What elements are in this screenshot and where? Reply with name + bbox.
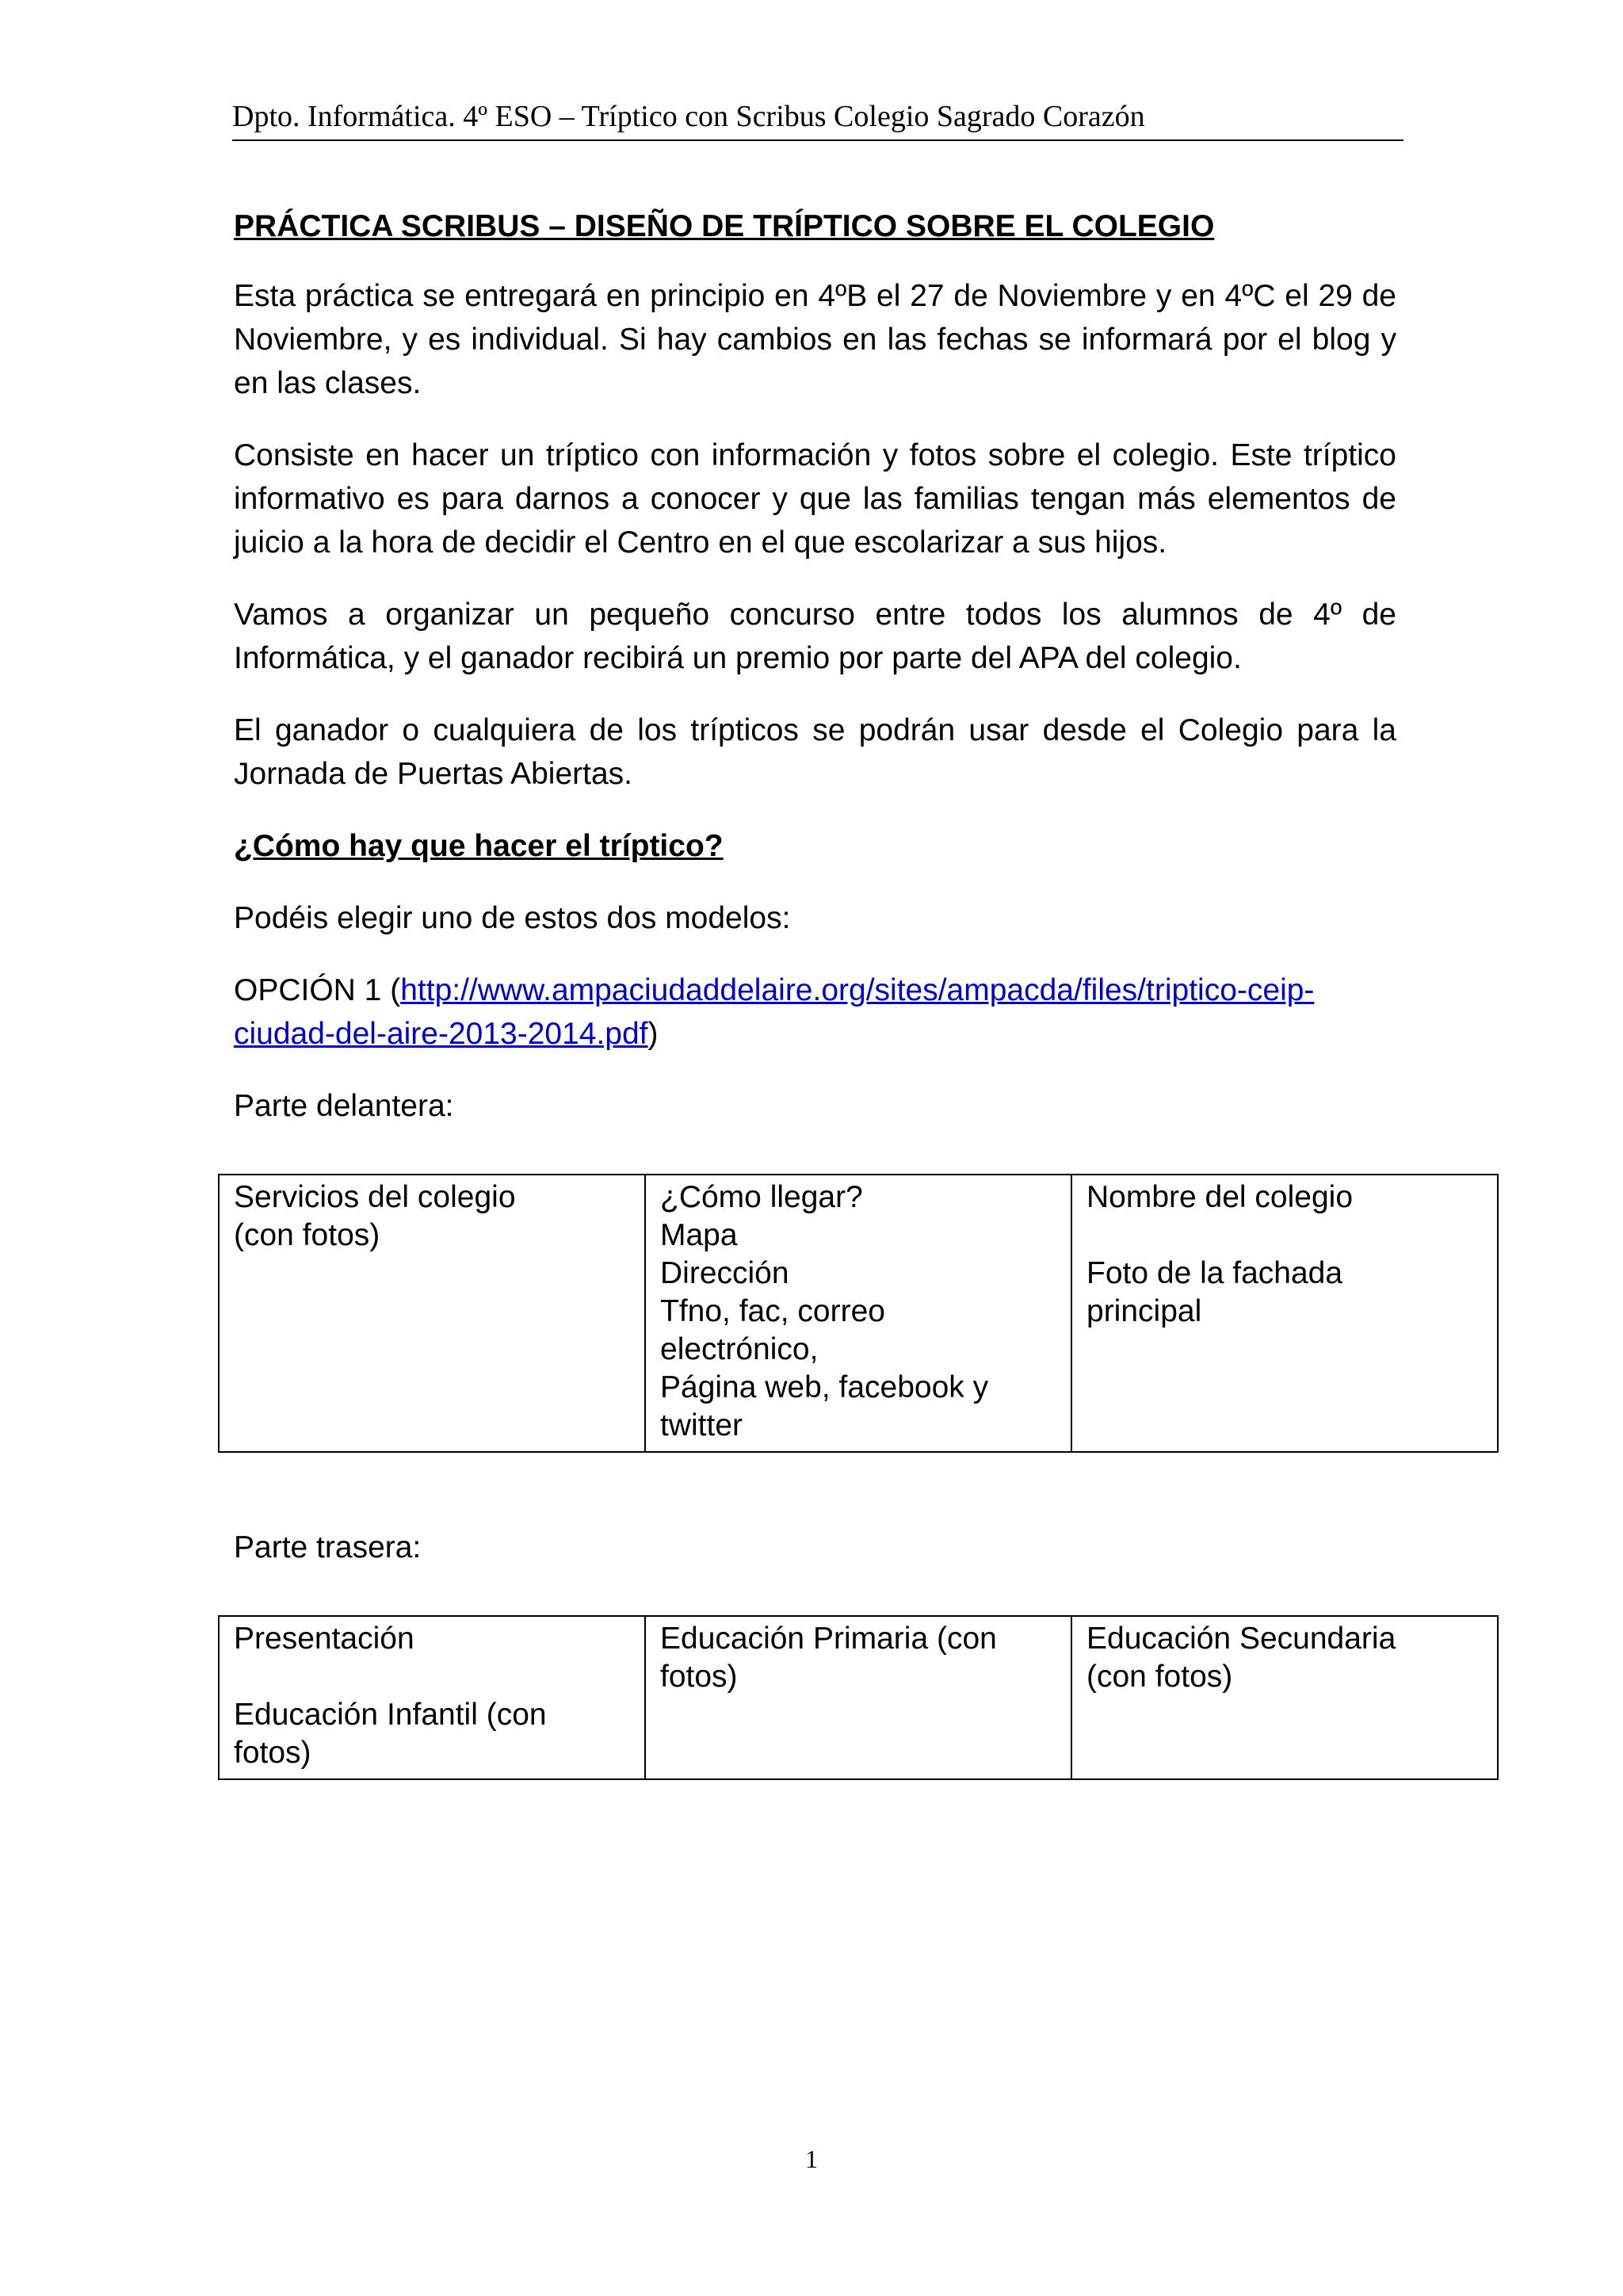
paragraph-delivery-dates: Esta práctica se entregará en principio en 4ºB el 27 de Noviembre y en 4ºC el 29 de Noviembre, y es individual. Si hay cambios en las fechas se informará por el blog y en las clases.	[234, 279, 1396, 400]
cell-line: Educación Primaria (con	[660, 1622, 997, 1656]
option-1	[234, 968, 1396, 1056]
cell-line: principal	[1086, 1294, 1202, 1328]
back-cell-primary	[645, 1616, 1071, 1779]
front-cell-school-name	[1071, 1175, 1498, 1452]
cell-line: Dirección	[660, 1256, 789, 1290]
option-close: )	[647, 1017, 659, 1051]
cell-line: ¿Cómo llegar?	[660, 1180, 863, 1214]
cell-line: Educación Secundaria	[1086, 1622, 1396, 1656]
front-cell-services	[219, 1175, 645, 1452]
cell-blank-line	[1086, 1217, 1483, 1255]
paragraph-description: Consiste en hacer un tríptico con información y fotos sobre el colegio. Este tríptico informativo es para darnos a conocer y que las familias tengan más elementos de juicio a la hora de decidir el Centro en el que escolarizar a sus hijos.	[234, 438, 1396, 560]
front-label: Parte delantera:	[234, 1089, 454, 1123]
table-row	[219, 1616, 1498, 1779]
models-intro: Podéis elegir uno de estos dos modelos:	[234, 901, 791, 935]
cell-line: fotos)	[234, 1736, 311, 1770]
cell-line: Página web, facebook y	[660, 1370, 989, 1404]
cell-line: Tfno, fac, correo	[660, 1294, 885, 1328]
cell-line: Mapa	[660, 1218, 738, 1252]
page-header: Dpto. Informática. 4º ESO – Tríptico con Scribus Colegio Sagrado Corazón	[232, 94, 1403, 141]
cell-line: fotos)	[660, 1660, 738, 1694]
back-label: Parte trasera:	[234, 1530, 422, 1564]
cell-line: (con fotos)	[1086, 1660, 1233, 1694]
cell-line: twitter	[660, 1408, 743, 1442]
cell-blank-line	[234, 1658, 630, 1696]
paragraph-open-day: El ganador o cualquiera de los trípticos se podrán usar desde el Colegio para la Jornada de Puertas Abiertas.	[234, 713, 1396, 791]
back-layout-table	[218, 1615, 1499, 1780]
cell-line: Educación Infantil (con	[234, 1698, 547, 1732]
cell-line: Servicios del colegio	[234, 1180, 516, 1214]
back-cell-presentation	[219, 1616, 645, 1779]
front-layout-table	[218, 1174, 1499, 1453]
table-row	[219, 1175, 1498, 1452]
document-title: PRÁCTICA SCRIBUS – DISEÑO DE TRÍPTICO SOBRE EL COLEGIO	[234, 209, 1215, 243]
page-number: 1	[805, 2145, 818, 2173]
document-body	[234, 204, 1396, 1780]
back-cell-secondary	[1071, 1616, 1498, 1779]
cell-line: Nombre del colegio	[1086, 1180, 1354, 1214]
paragraph-contest: Vamos a organizar un pequeño concurso entre todos los alumnos de 4º de Informática, y el ganador recibirá un premio por parte del APA del colegio.	[234, 598, 1396, 675]
front-cell-how-to-arrive	[645, 1175, 1071, 1452]
cell-line: (con fotos)	[234, 1218, 380, 1252]
option-label: OPCIÓN 1 (	[234, 973, 401, 1007]
cell-line: Presentación	[234, 1622, 414, 1656]
cell-line: electrónico,	[660, 1332, 819, 1366]
cell-line: Foto de la fachada	[1086, 1256, 1343, 1290]
section-heading: ¿Cómo hay que hacer el tríptico?	[234, 829, 724, 863]
option-1-link[interactable]: http://www.ampaciudaddelaire.org/sites/ampacda/files/triptico-ceip-ciudad-del-aire-2013-2014.pdf	[234, 973, 1315, 1051]
